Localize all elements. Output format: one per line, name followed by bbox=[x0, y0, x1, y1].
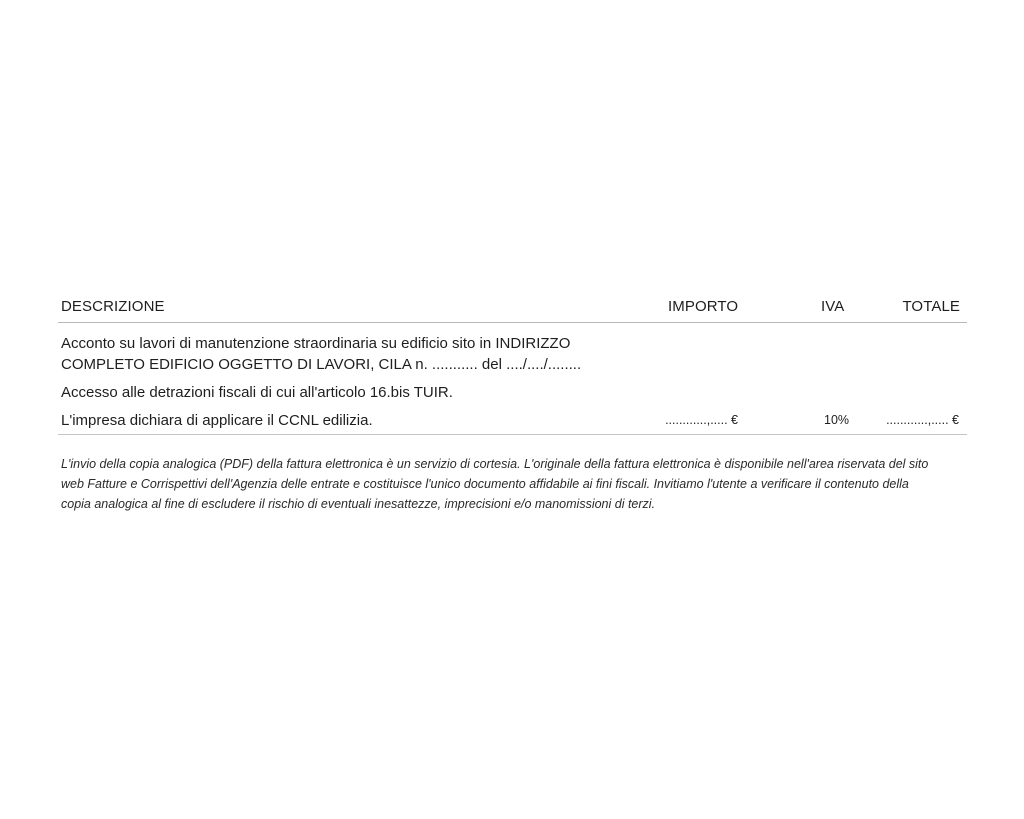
description-line-1: Acconto su lavori di manutenzione straordinaria su edificio sito in INDIRIZZO COMPLETO EDIFICIO OGGETTO DI LAVORI, CILA n. ........... del ..../..../........ bbox=[61, 335, 582, 373]
description-line-2: Accesso alle detrazioni fiscali di cui all'articolo 16.bis TUIR. bbox=[61, 384, 453, 401]
header-descrizione: DESCRIZIONE bbox=[61, 298, 165, 315]
row-totale-value: ............,..... € bbox=[886, 413, 959, 427]
invoice-table bbox=[58, 292, 967, 435]
table-header-row bbox=[58, 292, 967, 323]
row-description bbox=[61, 333, 621, 431]
courtesy-disclaimer: L'invio della copia analogica (PDF) della fattura elettronica è un servizio di cortesia. L'originale della fattura elettronica è disponibile nell'area riservata del sito web Fatture e Corrispettivi dell'Agenzia delle entrate e costituisce l'unico documento affidabile ai fini fiscali. Invitiamo l'utente a verificare il contenuto della copia analogica al fine di escludere il rischio di eventuali inesattezze, imprecisioni e/o manomissioni di terzi. bbox=[61, 457, 929, 511]
row-iva-value: 10% bbox=[824, 413, 850, 427]
header-totale: TOTALE bbox=[902, 298, 960, 315]
header-importo: IMPORTO bbox=[668, 298, 739, 315]
description-line-3: L'impresa dichiara di applicare il CCNL edilizia. bbox=[61, 412, 373, 429]
table-row bbox=[58, 323, 967, 435]
row-importo-value: ............,..... € bbox=[665, 413, 738, 427]
header-iva: IVA bbox=[821, 298, 845, 315]
